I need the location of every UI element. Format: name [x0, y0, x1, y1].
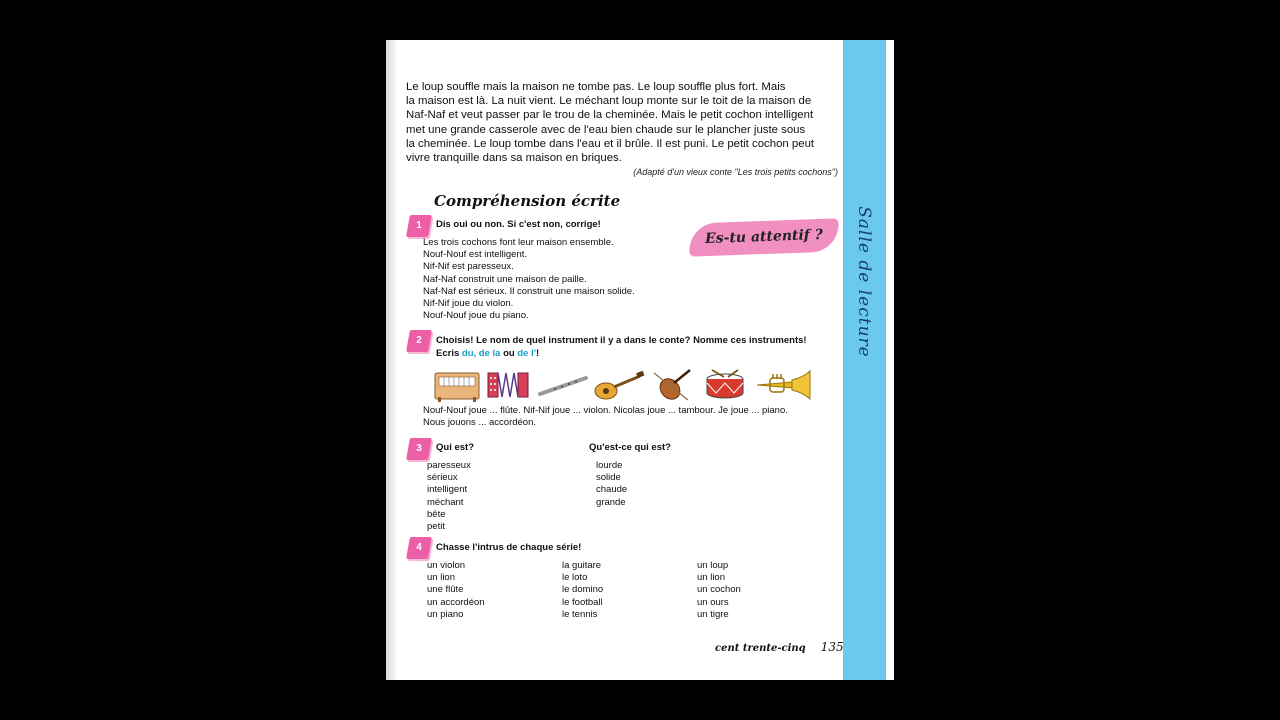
list-item: Nouf-Nouf joue du piano. [423, 310, 529, 322]
section-title: Compréhension écrite [434, 192, 621, 210]
story-line: met une grande casserole avec de l'eau bien chaude sur le plancher juste sous [406, 123, 806, 136]
list-item: un lion [427, 572, 455, 584]
list-item: Naf-Naf construit une maison de paille. [423, 273, 587, 285]
word-ecris: Ecris [436, 348, 460, 359]
drum-icon [702, 367, 748, 403]
list-item: paresseux [427, 460, 471, 471]
list-item: un violon [427, 560, 466, 571]
article-du: du, [461, 348, 477, 359]
exercise-4-badge [406, 537, 432, 559]
exercise-2-badge [406, 330, 432, 352]
exercise-1-badge [406, 215, 432, 237]
page-number: 135 [820, 640, 844, 654]
exercise-number: 4 [416, 542, 422, 553]
story-line: la cheminée. Le loup tombe dans l'eau et il brûle. Il est puni. Le petit cochon peut [406, 137, 815, 150]
list-item: un piano [427, 608, 464, 620]
list-item: la guitare [562, 560, 602, 571]
attentif-banner [688, 218, 839, 256]
list-item: intelligent [427, 484, 468, 496]
exercise-1-statements [423, 237, 635, 322]
exercise-number: 1 [416, 220, 422, 231]
word-ou: ou [503, 348, 515, 359]
exclamation: ! [535, 348, 540, 359]
list-item: Naf-Naf est sérieux. Il construit une maison solide. [423, 285, 635, 297]
exercise-3-col1-list [427, 460, 471, 533]
story-text [406, 80, 838, 165]
textbook-page [386, 40, 894, 680]
article-de-la: de la [478, 348, 501, 359]
page-footer [715, 636, 844, 655]
list-item: Nouf-Nouf est intelligent. [423, 249, 528, 261]
exercise-3-col2-title: Qu'est-ce qui est? [589, 442, 671, 453]
trumpet-icon [754, 367, 814, 403]
side-title: Salle de lecture [854, 206, 874, 358]
article-de-l: de l' [517, 348, 536, 359]
list-item: un accordéon [427, 596, 485, 608]
list-item: lourde [596, 460, 623, 471]
page-number-words: cent trente-cinq [715, 643, 806, 654]
story-line: Le loup souffle mais la maison ne tombe pas. Le loup souffle plus fort. Mais [406, 81, 786, 93]
list-item: le football [562, 596, 603, 608]
list-item: Nif-Nif joue du violon. [423, 298, 514, 310]
story-line: vivre tranquille dans sa maison en briques. [406, 152, 622, 165]
exercise-4-col1-list [427, 560, 485, 621]
story-source: (Adapté d'un vieux conte "Les trois petits cochons") [633, 167, 838, 177]
instruction-line [436, 347, 841, 360]
list-item: sérieux [427, 472, 458, 484]
exercise-3-col1-title: Qui est? [436, 442, 475, 453]
list-item: chaude [596, 484, 628, 496]
list-item: un loup [697, 560, 729, 571]
list-item: une flûte [427, 584, 464, 596]
exercise-3-badge [406, 438, 432, 460]
list-item: le loto [562, 572, 588, 584]
list-item: méchant [427, 496, 464, 508]
side-strip [843, 40, 886, 680]
list-item: Nif-Nif est paresseux. [423, 261, 514, 273]
list-item: solide [596, 472, 621, 484]
list-item: grande [596, 496, 626, 508]
exercise-4-col2-list [562, 560, 603, 621]
list-item: le domino [562, 584, 604, 596]
list-item: petit [427, 521, 445, 533]
list-item: un tigre [697, 608, 729, 620]
list-item: un cochon [697, 584, 741, 596]
exercise-3-col2-list [596, 460, 627, 509]
guitar-icon [592, 367, 646, 403]
list-item: un lion [697, 572, 725, 584]
page-binding-shadow [386, 40, 398, 680]
piano-icon [432, 367, 482, 403]
story-line: Naf-Naf et veut passer par le trou de la cheminée. Mais le petit cochon intelligent [406, 109, 814, 122]
exercise-2-sentences [423, 405, 823, 429]
list-item: le tennis [562, 608, 598, 620]
exercise-4-col3-list [697, 560, 741, 621]
list-item: un ours [697, 596, 729, 608]
story-line: la maison est là. La nuit vient. Le méchant loup monte sur le toit de la maison de [406, 95, 812, 108]
accordion-icon [486, 367, 530, 403]
attentif-text: Es-tu attentif ? [704, 226, 824, 248]
flute-icon [537, 367, 589, 403]
sentence-line: Nous jouons ... accordéon. [423, 417, 537, 429]
list-item: Les trois cochons font leur maison ensemble. [423, 237, 614, 248]
exercise-2-instruction [436, 334, 841, 360]
instruction-line: Choisis! Le nom de quel instrument il y a dans le conte? Nomme ces instruments! [436, 335, 807, 346]
exercise-4-instruction: Chasse l'intrus de chaque série! [436, 542, 582, 553]
exercise-number: 2 [416, 335, 422, 346]
sentence-line: Nouf-Nouf joue ... flûte. Nif-Nif joue ... violon. Nicolas joue ... tambour. Je joue ... piano. [423, 405, 788, 416]
exercise-number: 3 [416, 443, 422, 454]
list-item: bête [427, 508, 446, 520]
instruments-row [430, 367, 815, 403]
exercise-1-instruction: Dis oui ou non. Si c'est non, corrige! [436, 219, 601, 230]
violin-icon [650, 367, 696, 403]
